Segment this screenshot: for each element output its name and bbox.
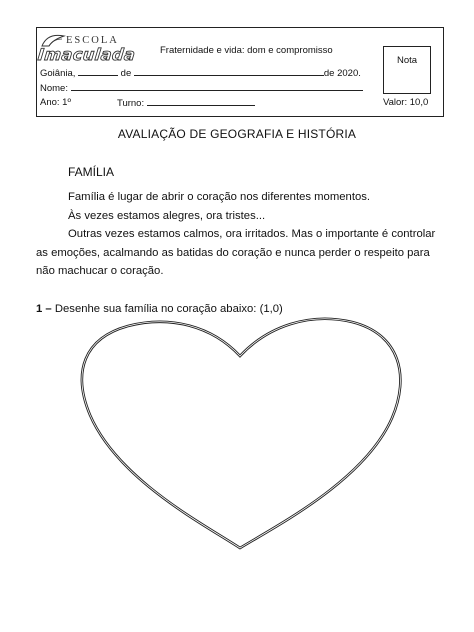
month-prefix: de bbox=[120, 68, 132, 79]
name-label: Nome: bbox=[40, 83, 68, 94]
paragraph-line-2: Às vezes estamos alegres, ora tristes... bbox=[68, 210, 266, 222]
logo-name-text: Imaculada bbox=[37, 45, 137, 64]
year-class-label: Ano: 1º bbox=[40, 97, 71, 108]
question-text: Desenhe sua família no coração abaixo: (1,0) bbox=[54, 303, 283, 315]
paragraph-line-5: não machucar o coração. bbox=[36, 265, 164, 277]
shift-label: Turno: bbox=[117, 98, 145, 109]
paragraph-line-1: Família é lugar de abrir o coração nos diferentes momentos. bbox=[68, 191, 371, 203]
logo-escola-text: ESCOLA bbox=[66, 35, 119, 46]
motto: Fraternidade e vida: dom e compromisso bbox=[160, 45, 333, 56]
grade-label: Nota bbox=[396, 55, 418, 66]
question-number: 1 – bbox=[36, 303, 52, 315]
page-title: AVALIAÇÃO DE GEOGRAFIA E HISTÓRIA bbox=[117, 127, 357, 141]
city-label: Goiânia, bbox=[40, 68, 76, 79]
paragraph-line-3: Outras vezes estamos calmos, ora irritados. Mas o importante é controlar bbox=[68, 228, 436, 240]
year-label: de 2020. bbox=[323, 68, 361, 79]
paragraph-line-4: as emoções, acalmando as batidas do coração e nunca perder o respeito para bbox=[36, 247, 430, 259]
value-label: Valor: 10,0 bbox=[383, 97, 429, 108]
section-heading: FAMÍLIA bbox=[68, 165, 115, 179]
